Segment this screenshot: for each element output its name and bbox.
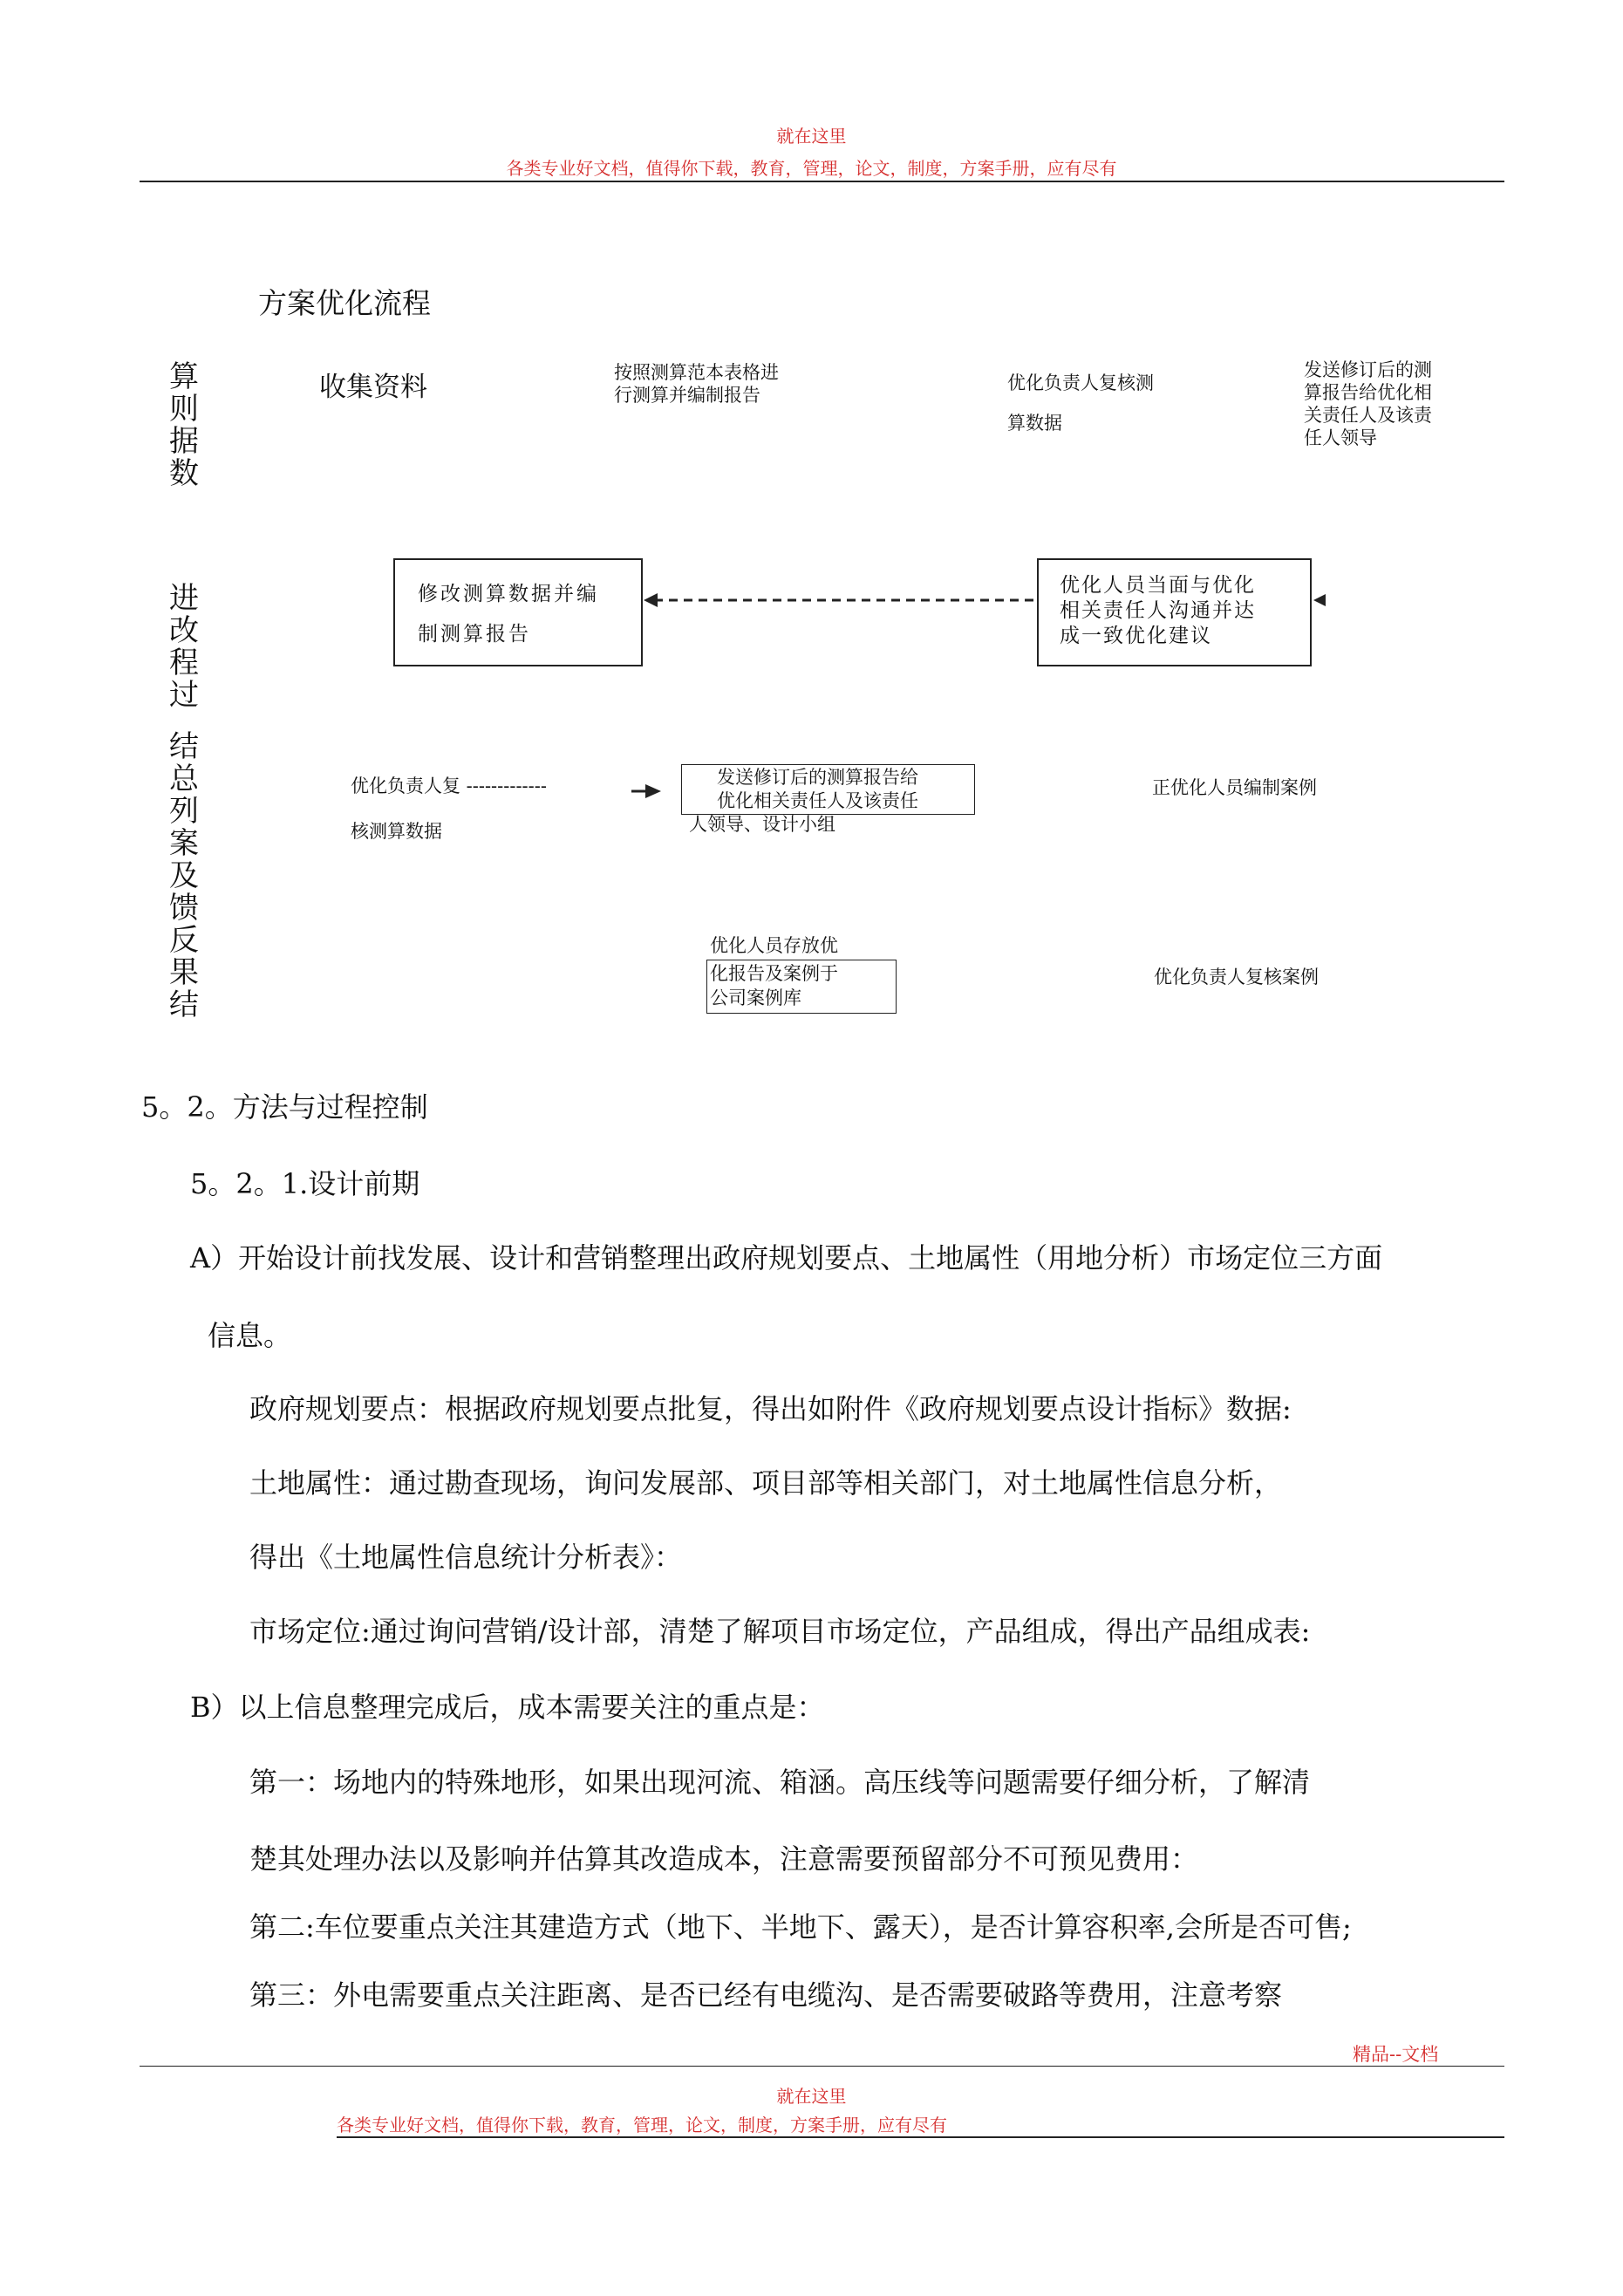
arrow-right-icon <box>645 784 661 798</box>
box-store-line: 化报告及案例于 <box>710 963 838 984</box>
box-send2-line: 发送修订后的测算报告给 <box>717 767 918 788</box>
step-calc-line: 行测算并编制报告 <box>614 385 760 406</box>
footer-rule-top <box>140 2066 1504 2067</box>
paragraph-a: A）开始设计前找发展、设计和营销整理出政府规划要点、土地属性（用地分析）市场定位三方面 <box>190 1241 1383 1274</box>
point-first-cont: 楚其处理办法以及影响并估算其改造成本，注意需要预留部分不可预见费用： <box>249 1842 1199 1876</box>
step-review1-line: 优化负责人复核测 <box>1007 372 1154 393</box>
side-label-process: 进改程过 <box>169 581 199 713</box>
box-store-line: 公司案例库 <box>710 987 801 1008</box>
box-modify-line: 修改测算数据并编 <box>418 583 599 605</box>
step-review-case: 优化负责人复核案例 <box>1154 967 1319 987</box>
subsection-heading: 5。2。1.设计前期 <box>190 1167 420 1200</box>
arrow-left-icon <box>644 593 658 607</box>
header-subtitle: 各类专业好文档，值得你下载，教育，管理，论文，制度，方案手册，应有尽有 <box>506 158 1117 179</box>
paragraph-market: 市场定位:通过询问营销/设计部，清楚了解项目市场定位，产品组成，得出产品组成表: <box>249 1615 1311 1648</box>
point-first: 第一：场地内的特殊地形，如果出现河流、箱涵。高压线等问题需要仔细分析，了解清 <box>249 1766 1311 1799</box>
section-heading: 5。2。方法与过程控制 <box>141 1090 428 1124</box>
box-optimize-line: 相关责任人沟通并达 <box>1060 599 1256 622</box>
paragraph-land-cont: 得出《土地属性信息统计分析表》： <box>249 1541 683 1574</box>
point-third: 第三：外电需要重点关注距离、是否已经有电缆沟、是否需要破路等费用，注意考察 <box>249 1978 1283 2012</box>
paragraph-b: B）以上信息整理完成后，成本需要关注的重点是： <box>190 1691 825 1724</box>
paragraph-a-cont: 信息。 <box>208 1319 292 1352</box>
footer-badge: 精品--文档 <box>1353 2044 1439 2065</box>
flow-title: 方案优化流程 <box>258 286 431 320</box>
paragraph-land: 土地属性：通过勘查现场，询问发展部、项目部等相关部门，对土地属性信息分析， <box>249 1466 1283 1500</box>
step-send1-line: 算报告给优化相 <box>1304 382 1432 403</box>
step-send1-line: 任人领导 <box>1304 427 1377 448</box>
side-label-result: 结总列案及馈反果结 <box>169 729 199 1022</box>
footer-title: 就在这里 <box>776 2086 847 2107</box>
step-store-line: 优化人员存放优 <box>710 935 838 956</box>
step-send1-line: 发送修订后的测 <box>1304 359 1432 380</box>
box-send2-tail: 人领导、设计小组 <box>689 814 835 835</box>
footer-rule-bottom <box>337 2136 1504 2138</box>
point-second: 第二:车位要重点关注其建造方式（地下、半地下、露天），是否计算容积率,会所是否可售; <box>249 1910 1352 1944</box>
step-compile: 正优化人员编制案例 <box>1152 777 1317 798</box>
side-label-data: 算则据数 <box>169 359 199 491</box>
box-send2-line: 优化相关责任人及该责任 <box>717 790 918 811</box>
box-modify-line: 制测算报告 <box>418 623 531 646</box>
paragraph-gov: 政府规划要点：根据政府规划要点批复，得出如附件《政府规划要点设计指标》数据: <box>249 1392 1292 1425</box>
step-collect: 收集资料 <box>319 372 427 403</box>
step-calc-line: 按照测算范本表格进 <box>614 362 779 383</box>
step-review2-line: 核测算数据 <box>351 821 442 842</box>
step-review2: 优化负责人复 ------------- <box>351 776 547 796</box>
step-send1-line: 关责任人及该责 <box>1304 405 1432 426</box>
footer-subtitle: 各类专业好文档，值得你下载，教育，管理，论文，制度，方案手册，应有尽有 <box>337 2115 947 2135</box>
header-title: 就在这里 <box>776 126 847 147</box>
arrow-left-small-icon <box>1313 594 1326 606</box>
box-optimize-line: 成一致优化建议 <box>1060 625 1212 647</box>
step-review1-line: 算数据 <box>1007 413 1062 434</box>
box-optimize-line: 优化人员当面与优化 <box>1060 574 1256 597</box>
